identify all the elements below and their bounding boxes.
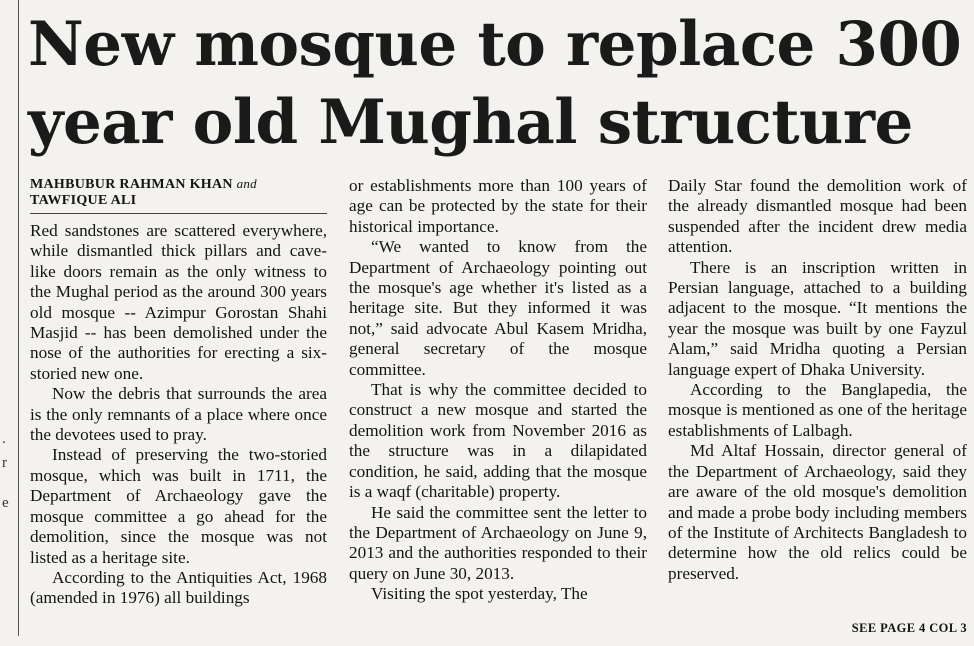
margin-fragment: r — [2, 455, 7, 471]
paragraph: “We wanted to know from the Department of Archaeology pointing out the mosque's age whether it's listed as a heritage site. But they informed it was not,” said advocate Abul Kasem Mridha, general secretary of the mosque committee. — [349, 237, 647, 379]
margin-fragment: e — [2, 495, 9, 511]
paragraph: or establishments more than 100 years of age can be protected by the state for their historical importance. — [349, 176, 647, 236]
article-column-3 — [668, 176, 967, 584]
paragraph: Daily Star found the demolition work of the already dismantled mosque had been suspended after the incident drew media attention. — [668, 176, 967, 257]
article-column-1 — [30, 176, 327, 609]
paragraph: Md Altaf Hossain, director general of the Department of Archaeology, said they are aware of the old mosque's demolition and made a probe body including members of the Institute of Architects Bangladesh to determine how the old relics could be preserved. — [668, 441, 967, 583]
article-headline: New mosque to replace 300 year old Mughal structure — [28, 9, 962, 158]
byline — [30, 176, 327, 209]
byline-author-2: TAWFIQUE ALI — [30, 193, 137, 208]
paragraph: According to the Banglapedia, the mosque is mentioned as one of the heritage establishments of Lalbagh. — [668, 380, 967, 440]
paragraph: Red sandstones are scattered everywhere, while dismantled thick pillars and cave-like doors remain as the only witness to the Mughal period as the around 300 years old mosque -- Azimpur Gorostan Shahi Masjid -- has been demolished under the nose of the authorities for erecting a six-storied new one. — [30, 221, 327, 383]
paragraph: According to the Antiquities Act, 1968 (amended in 1976) all buildings — [30, 567, 327, 608]
continued-on-page-link[interactable]: SEE PAGE 4 COL 3 — [851, 621, 967, 635]
paragraph: He said the committee sent the letter to the Department of Archaeology on June 9, 2013 and the authorities responded to their query on June 30, 2013. — [349, 502, 647, 583]
article-column-2 — [349, 176, 647, 605]
paragraph: Visiting the spot yesterday, The — [371, 584, 588, 604]
paragraph: There is an inscription written in Persian language, attached to a building adjacent to the mosque. “It mentions the year the mosque was built by one Fayzul Alam,” said Mridha quoting a Persian language expert of Dhaka University. — [668, 257, 967, 379]
margin-fragment: . — [2, 431, 6, 447]
byline-and: and — [236, 176, 257, 191]
paragraph: Instead of preserving the two-storied mosque, which was built in 1711, the Department of Archaeology gave the mosque committee a go ahead for the demolition, since the mosque was not listed as a heritage site. — [30, 445, 327, 567]
byline-rule — [30, 213, 327, 214]
left-column-rule — [18, 0, 19, 636]
paragraph: Now the debris that surrounds the area is the only remnants of a place where once the devotees used to pray. — [30, 384, 327, 445]
paragraph: That is why the committee decided to construct a new mosque and started the demolition work from November 2016 as the structure was in a dilapidated condition, he said, adding that the mosque is a waqf (charitable) property. — [349, 380, 647, 502]
byline-author-1: MAHBUBUR RAHMAN KHAN — [30, 177, 233, 192]
